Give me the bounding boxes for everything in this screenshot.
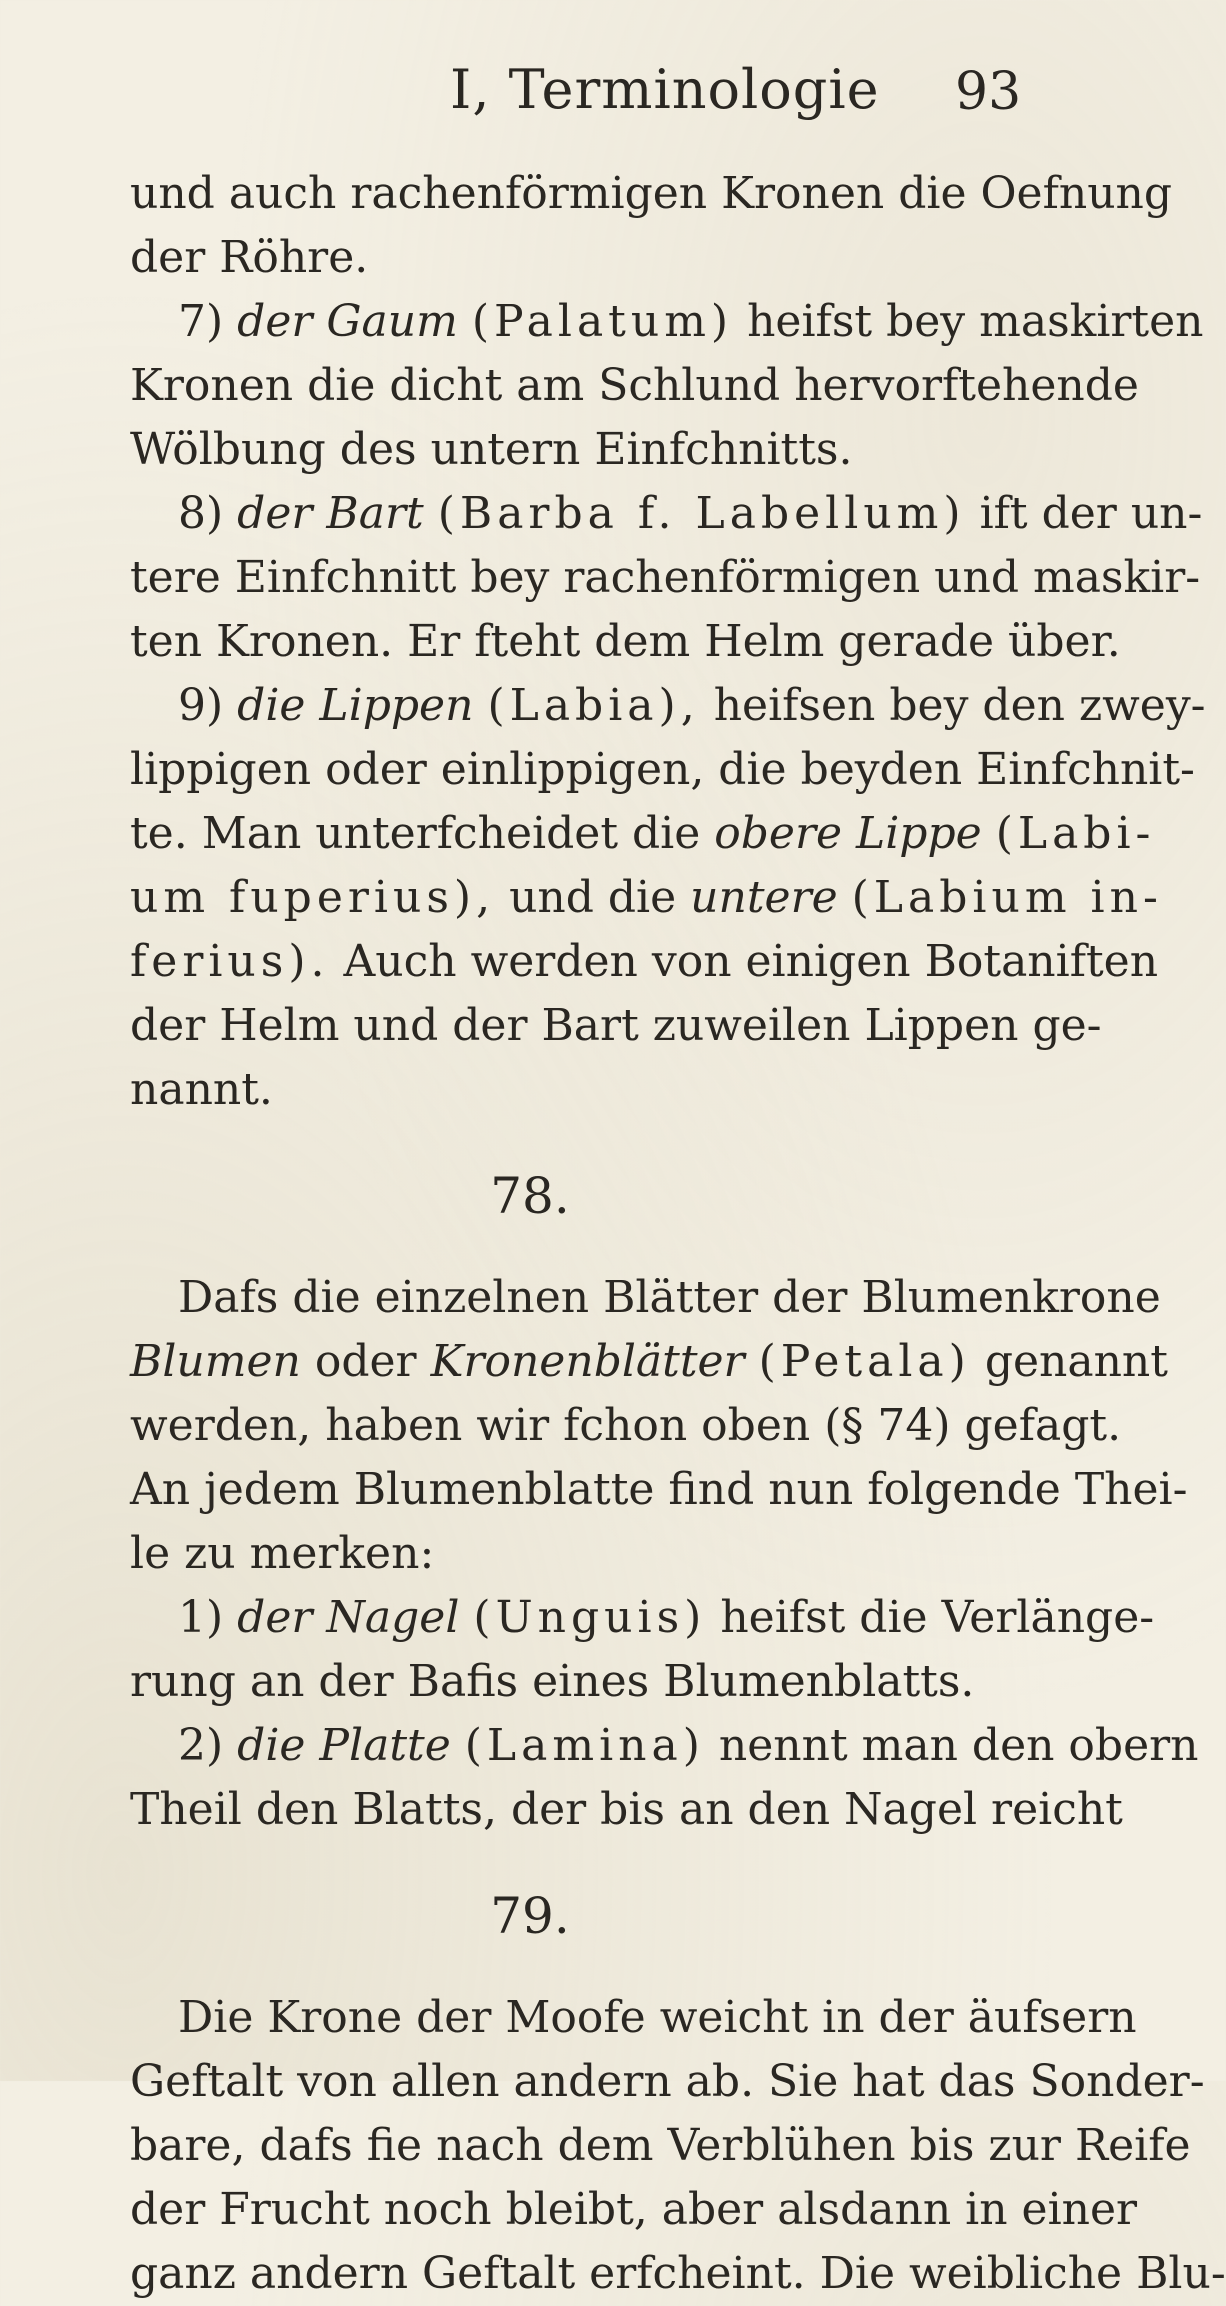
text-line: le zu merken: — [130, 1528, 435, 1579]
latin-term: (Barba f. Labellum) — [437, 488, 966, 539]
section-78-text — [130, 1266, 1199, 1842]
text-fragment: Auch werden von einigen Botaniften — [343, 936, 1159, 987]
text-line: bare, dafs fie nach dem Verblühen bis zur Reife — [130, 2120, 1191, 2171]
latin-term: ferius). — [130, 936, 330, 987]
text-fragment: heifst die Verlänge- — [720, 1592, 1155, 1643]
text-fragment: heifsen bey den zwey- — [713, 680, 1206, 731]
text-line: rung an der Bafis eines Blumenblatts. — [130, 1656, 975, 1707]
text-line: Dafs die einzelnen Blätter der Blumenkrone — [178, 1272, 1161, 1323]
term: der Bart — [237, 488, 424, 539]
text-line — [130, 866, 1163, 930]
section-number-78: 78. — [490, 1167, 570, 1225]
text-line: ganz andern Geftalt erfcheint. Die weibliche Blu- — [130, 2248, 1226, 2299]
text-line: ten Kronen. Er fteht dem Helm gerade über. — [130, 616, 1121, 667]
term: der Gaum — [237, 296, 458, 347]
text-line: Theil den Blatts, der bis an den Nagel reicht — [130, 1784, 1123, 1835]
item-number: 2) — [178, 1720, 224, 1771]
text-line: Wölbung des untern Einfchnitts. — [130, 424, 853, 475]
term: obere Lippe — [714, 808, 982, 859]
latin-term: (Lamina) — [464, 1720, 705, 1771]
text-line: Die Krone der Moofe weicht in der äufsern — [178, 1992, 1137, 2043]
text-fragment: oder — [314, 1336, 417, 1387]
term: Kronenblätter — [430, 1336, 745, 1387]
latin-term: (Labium in- — [851, 872, 1163, 923]
text-line: und auch rachenförmigen Kronen die Oefnung — [130, 168, 1173, 219]
item-number: 7) — [178, 296, 224, 347]
text-line: der Helm und der Bart zuweilen Lippen ge- — [130, 1000, 1102, 1051]
term: die Platte — [237, 1720, 451, 1771]
text-line — [130, 290, 1204, 354]
latin-term: um fuperius), — [130, 872, 496, 923]
text-fragment: und die — [509, 872, 677, 923]
text-line — [130, 482, 1203, 546]
text-fragment: te. Man unterfcheidet die — [130, 808, 701, 859]
term: der Nagel — [237, 1592, 460, 1643]
page-number: 93 — [955, 62, 1022, 122]
item-number: 8) — [178, 488, 224, 539]
latin-term: (Petala) — [758, 1336, 971, 1387]
term: die Lippen — [237, 680, 474, 731]
latin-term: (Palatum) — [471, 296, 734, 347]
running-head — [0, 58, 1049, 128]
item-number: 9) — [178, 680, 224, 731]
section-79-text — [130, 1986, 1226, 2306]
text-line: nannt. — [130, 1064, 273, 1115]
latin-term: (Unguis) — [473, 1592, 707, 1643]
text-line: werden, haben wir fchon oben (§ 74) gefagt. — [130, 1400, 1122, 1451]
text-fragment: heifst bey maskirten — [747, 296, 1204, 347]
text-line: An jedem Blumenblatte find nun folgende Thei- — [130, 1464, 1188, 1515]
text-line: der Röhre. — [130, 232, 369, 283]
text-line — [130, 1586, 1155, 1650]
text-line: tere Einfchnitt bey rachenförmigen und maskir- — [130, 552, 1201, 603]
latin-term: (Labia), — [487, 680, 700, 731]
term: untere — [690, 872, 838, 923]
running-title: I, Terminologie — [450, 58, 880, 121]
text-line — [130, 930, 1159, 994]
item-8-bart — [130, 482, 1203, 674]
item-9-lippen — [130, 674, 1206, 1122]
text-line — [130, 1330, 1168, 1394]
text-fragment: ift der un- — [979, 488, 1203, 539]
text-line — [130, 1714, 1199, 1778]
term: Blumen — [130, 1336, 301, 1387]
item-number: 1) — [178, 1592, 224, 1643]
latin-term: (Labi- — [995, 808, 1156, 859]
item-7-gaum — [130, 290, 1204, 482]
paragraph-continuation — [130, 162, 1173, 290]
text-fragment: genannt — [984, 1336, 1168, 1387]
text-line: Kronen die dicht am Schlund hervorftehende — [130, 360, 1139, 411]
text-line — [130, 802, 1156, 866]
text-line: Geftalt von allen andern ab. Sie hat das Sonder- — [130, 2056, 1205, 2107]
text-fragment: nennt man den obern — [718, 1720, 1199, 1771]
text-line: der Frucht noch bleibt, aber alsdann in einer — [130, 2184, 1138, 2235]
text-line: lippigen oder einlippigen, die beyden Einfchnit- — [130, 744, 1195, 795]
text-line — [130, 674, 1206, 738]
section-number-79: 79. — [490, 1887, 570, 1945]
body-text — [130, 162, 1226, 2306]
